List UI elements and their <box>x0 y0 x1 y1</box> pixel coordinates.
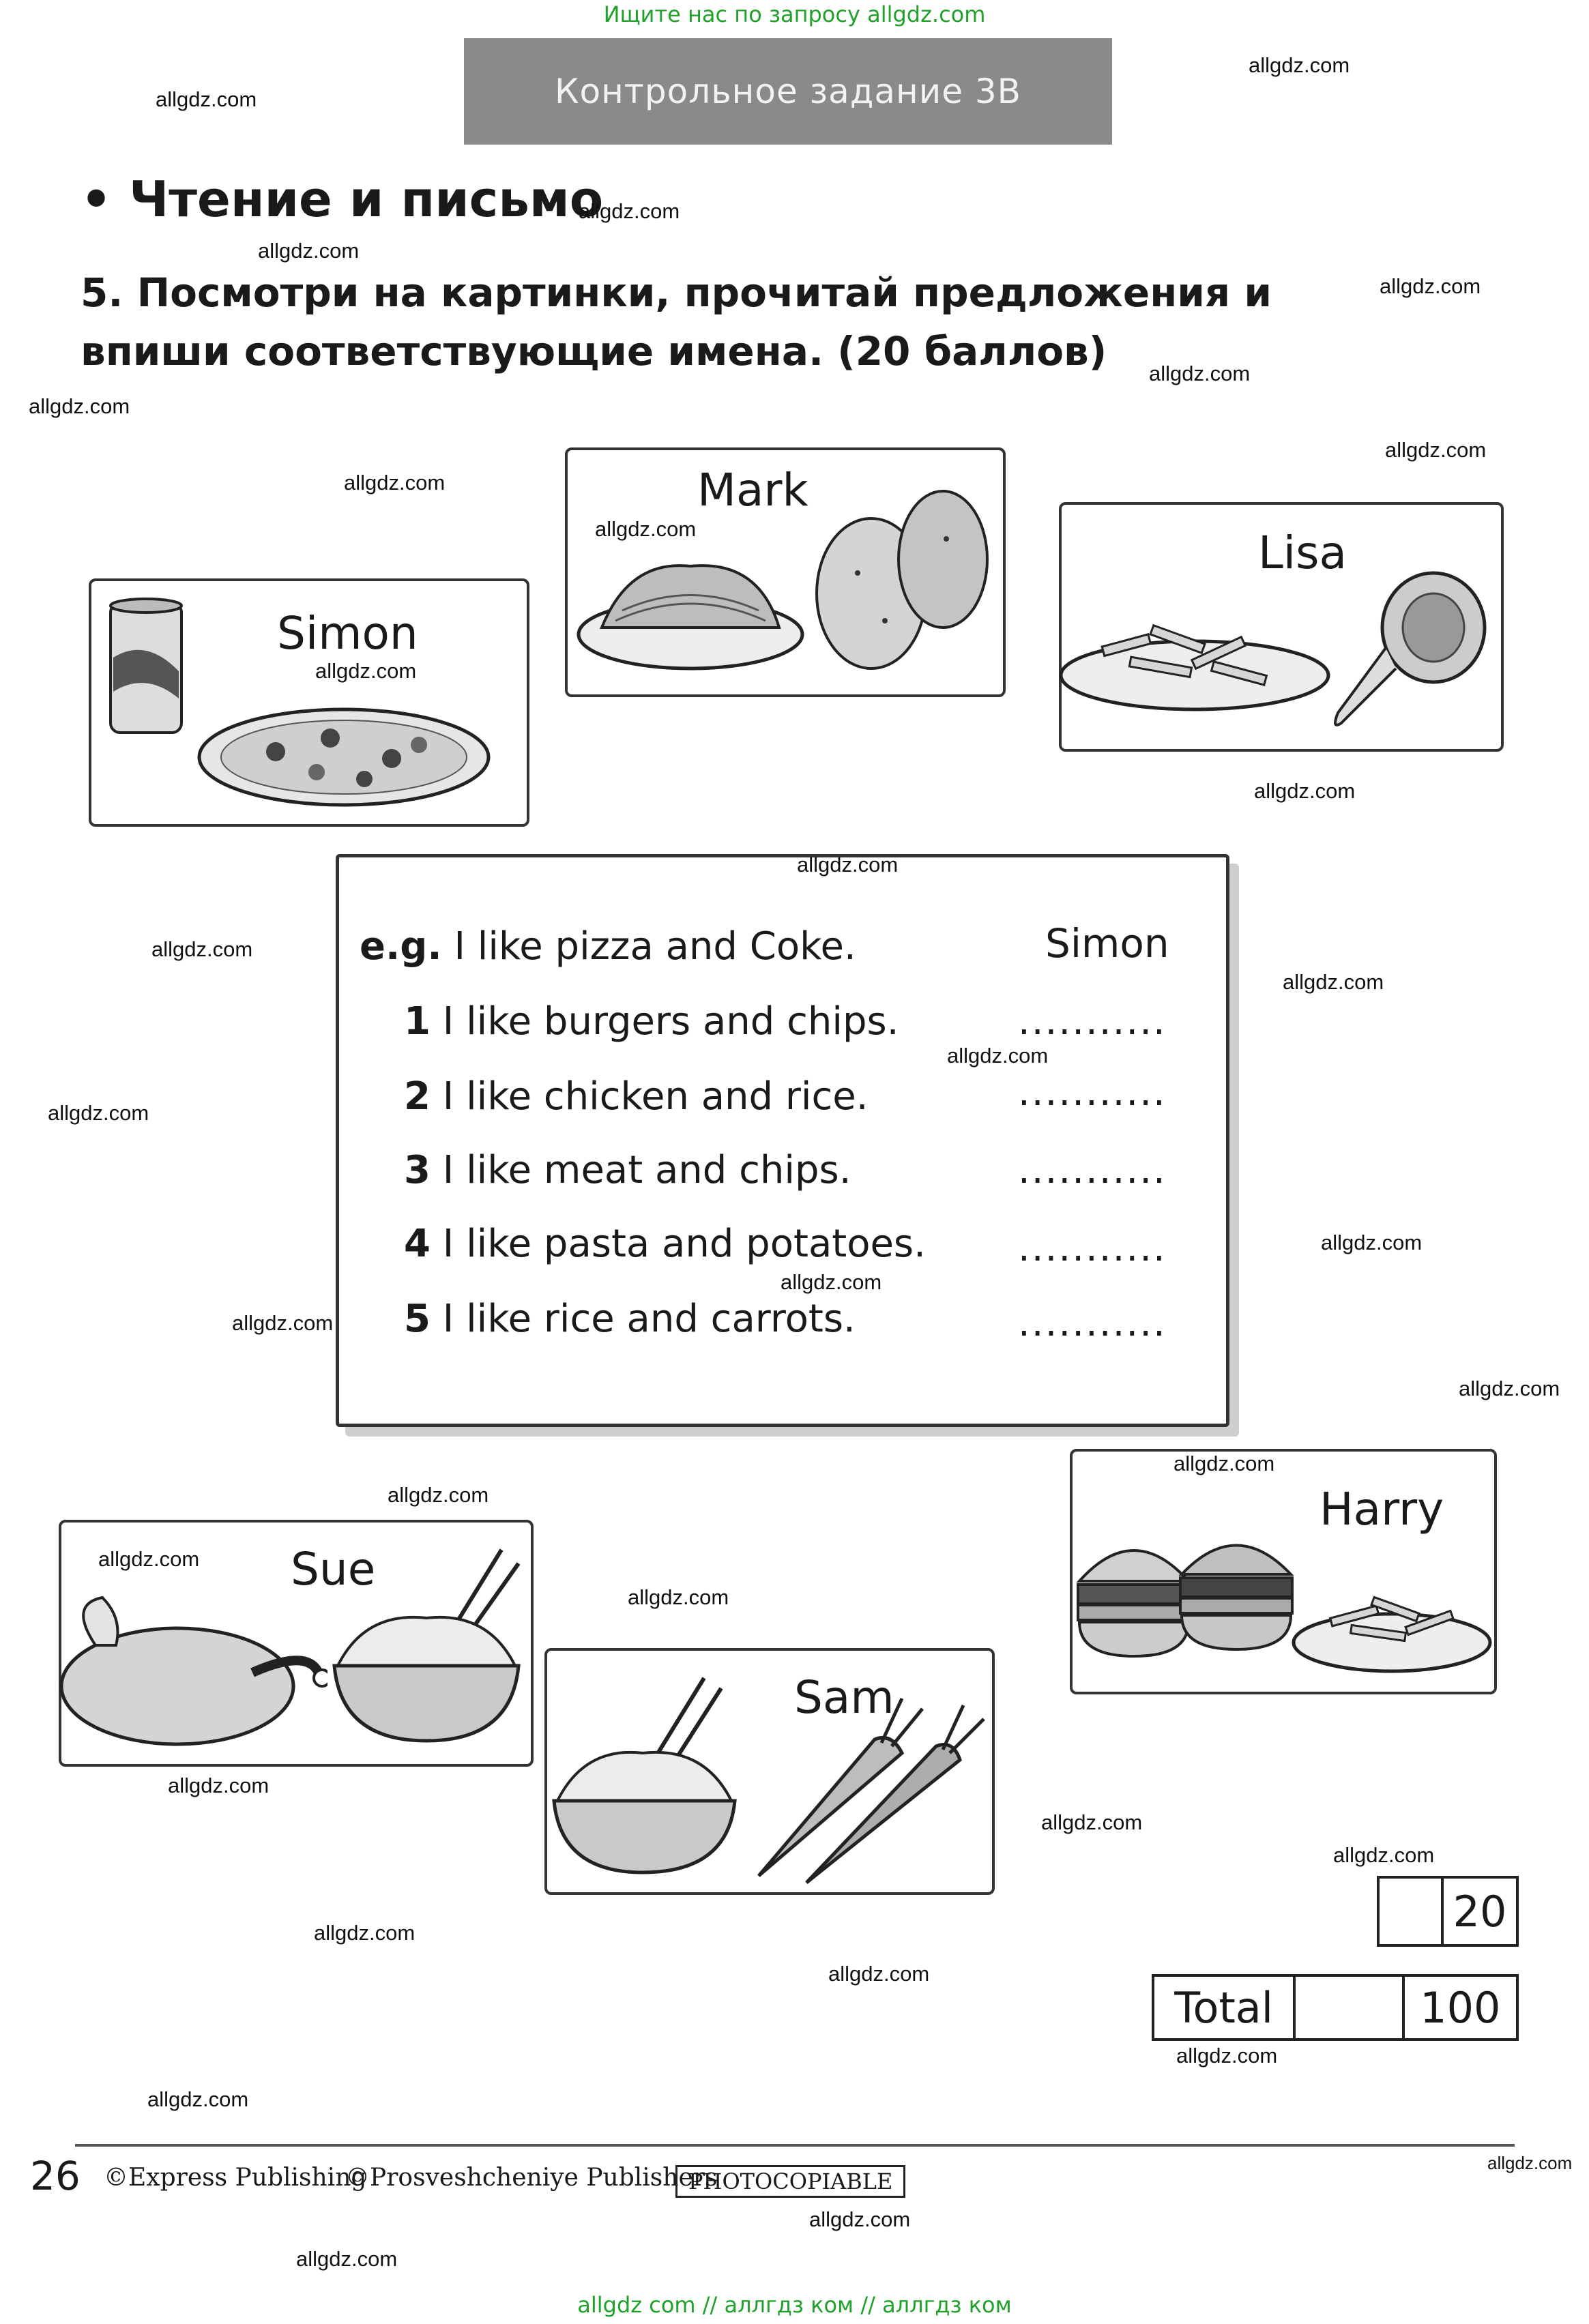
total-blank[interactable] <box>1296 1977 1404 2038</box>
watermark[interactable]: allgdz.com <box>151 937 253 961</box>
watermark[interactable]: allgdz.com <box>781 1270 882 1294</box>
watermark[interactable]: allgdz.com <box>1321 1231 1423 1254</box>
watermark[interactable]: allgdz.com <box>595 517 697 541</box>
watermark[interactable]: allgdz.com <box>258 239 360 263</box>
watermark[interactable]: allgdz.com <box>296 2247 398 2271</box>
page-title: Контрольное задание 3В <box>555 72 1021 111</box>
character-name-harry: Harry <box>1320 1483 1444 1535</box>
chips-plate-icon <box>1055 607 1335 716</box>
watermark[interactable]: allgdz.com <box>147 2087 249 2111</box>
watermark[interactable]: allgdz.com <box>628 1585 729 1609</box>
card-simon <box>89 578 529 827</box>
score-blank[interactable] <box>1380 1879 1444 1944</box>
watermark[interactable]: allgdz.com <box>314 1921 416 1945</box>
watermark[interactable]: allgdz.com <box>1380 274 1481 298</box>
total-label: Total <box>1154 1977 1296 2038</box>
sentence-text: I like pasta and potatoes. <box>442 1222 926 1266</box>
chips-plate-icon <box>1289 1574 1494 1677</box>
watermark[interactable]: allgdz.com <box>947 1044 1049 1068</box>
publisher-express: ©Express Publishing <box>104 2164 367 2192</box>
coke-can-icon <box>105 596 187 739</box>
card-mark <box>565 447 1006 697</box>
watermark[interactable]: allgdz.com <box>168 1774 269 1797</box>
card-lisa <box>1059 502 1504 752</box>
photocopiable-stamp: PHOTOCOPIABLE <box>675 2165 905 2198</box>
example-answer: Simon <box>1045 920 1169 967</box>
pasta-plate-icon <box>574 546 806 675</box>
watermark[interactable]: allgdz.com <box>388 1483 489 1507</box>
ham-icon <box>1321 566 1491 737</box>
character-name-sue: Sue <box>291 1543 376 1595</box>
sentence-text: I like meat and chips. <box>442 1148 851 1192</box>
character-name-sam: Sam <box>794 1671 894 1724</box>
character-name-mark: Mark <box>697 464 808 516</box>
watermark[interactable]: allgdz.com <box>48 1101 149 1125</box>
watermark[interactable]: allgdz.com <box>1149 362 1251 385</box>
watermark[interactable]: allgdz.com <box>1254 779 1356 803</box>
task-number: 5. <box>81 269 123 316</box>
card-sam <box>544 1648 995 1895</box>
watermark[interactable]: allgdz.com <box>98 1547 200 1571</box>
sentence-row <box>404 1297 856 1341</box>
pizza-icon <box>194 697 494 813</box>
watermark[interactable]: allgdz.com <box>1249 53 1350 77</box>
answer-blank[interactable]: ........... <box>1018 999 1167 1044</box>
top-banner[interactable]: Ищите нас по запросу allgdz.com <box>603 1 986 27</box>
sentence-text: I like burgers and chips. <box>442 999 899 1044</box>
watermark[interactable]: allgdz.com <box>1487 2153 1573 2173</box>
card-harry <box>1070 1449 1497 1694</box>
watermark[interactable]: allgdz.com <box>579 199 680 223</box>
publisher-prosveshcheniye: ©Prosveshcheniye Publishers <box>345 2164 718 2192</box>
watermark[interactable]: allgdz.com <box>1283 970 1384 994</box>
answer-blank[interactable]: ........... <box>1018 1226 1167 1270</box>
example-label: e.g. <box>360 924 442 969</box>
watermark[interactable]: allgdz.com <box>1041 1810 1143 1834</box>
sentence-text: I like chicken and rice. <box>442 1074 869 1119</box>
sentence-row <box>404 1074 869 1119</box>
sentence-row <box>404 1148 851 1192</box>
watermark[interactable]: allgdz.com <box>828 1962 930 1986</box>
sentence-number: 4 <box>404 1222 431 1266</box>
watermark[interactable]: allgdz.com <box>344 471 446 495</box>
total-score-box <box>1152 1974 1519 2041</box>
example-text: I like pizza and Coke. <box>454 924 856 969</box>
watermark[interactable]: allgdz.com <box>232 1311 334 1335</box>
section-heading <box>81 171 603 228</box>
sentence-number: 3 <box>404 1148 431 1192</box>
task-max-score: 20 <box>1453 1886 1507 1937</box>
answer-blank[interactable]: ........... <box>1018 1301 1167 1345</box>
rice-bowl-icon <box>324 1536 529 1754</box>
sentence-number: 2 <box>404 1074 431 1119</box>
watermark[interactable]: allgdz.com <box>1459 1377 1560 1400</box>
watermark[interactable]: allgdz.com <box>809 2207 911 2231</box>
answer-blank[interactable]: ........... <box>1018 1070 1167 1115</box>
sentence-number: 1 <box>404 999 431 1044</box>
footer-rule <box>75 2144 1515 2147</box>
watermark[interactable]: allgdz.com <box>156 87 257 111</box>
sentence-number: 5 <box>404 1297 431 1341</box>
example-row <box>360 924 856 969</box>
bottom-banner[interactable]: allgdz com // аллгдз ком // аллгдз ком <box>577 2292 1012 2318</box>
page-number: 26 <box>30 2153 81 2199</box>
watermark[interactable]: allgdz.com <box>1173 1452 1275 1475</box>
sentence-row <box>404 999 899 1044</box>
sentence-text: I like rice and carrots. <box>442 1297 856 1341</box>
character-name-simon: Simon <box>277 607 418 660</box>
task-score-box <box>1377 1876 1519 1947</box>
watermark[interactable]: allgdz.com <box>315 659 417 683</box>
carrots-icon <box>745 1692 991 1889</box>
total-max-score: 100 <box>1420 1982 1501 2033</box>
watermark[interactable]: allgdz.com <box>797 853 899 877</box>
bullet: • <box>81 171 113 228</box>
section-title: Чтение и письмо <box>129 171 604 228</box>
watermark[interactable]: allgdz.com <box>1333 1843 1435 1867</box>
watermark[interactable]: allgdz.com <box>1176 2044 1278 2068</box>
page-header <box>464 38 1112 145</box>
sentence-row <box>404 1222 926 1266</box>
sentences-panel <box>336 854 1229 1427</box>
character-name-lisa: Lisa <box>1258 527 1347 579</box>
answer-blank[interactable]: ........... <box>1018 1148 1167 1192</box>
burgers-icon <box>1066 1520 1304 1677</box>
potatoes-icon <box>810 477 994 682</box>
task-text: Посмотри на картинки, прочитай предложения и впиши соответствующие имена. (20 баллов) <box>81 269 1272 374</box>
chicken-icon <box>55 1577 327 1754</box>
watermark[interactable]: allgdz.com <box>29 394 130 418</box>
rice-bowl-icon <box>547 1664 745 1883</box>
watermark[interactable]: allgdz.com <box>1385 438 1487 462</box>
